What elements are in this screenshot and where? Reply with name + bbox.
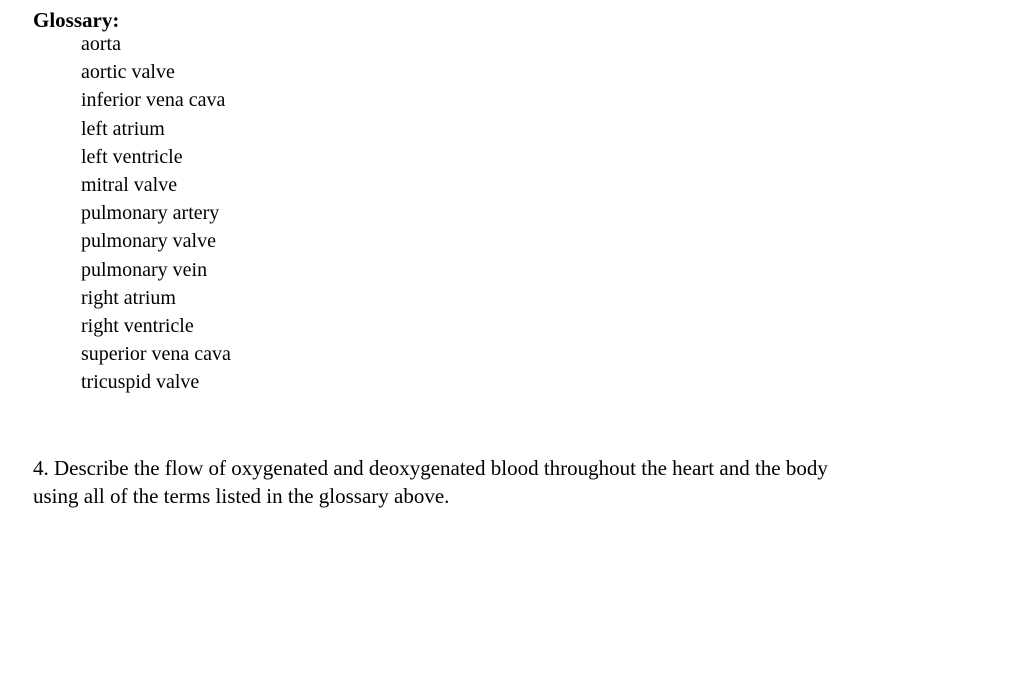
glossary-term: left ventricle [81, 145, 183, 168]
question-text [33, 454, 953, 510]
glossary-heading: Glossary: [33, 8, 120, 32]
question-line-1: 4. Describe the flow of oxygenated and deoxygenated blood throughout the heart and the body [33, 456, 828, 480]
glossary-term: pulmonary valve [81, 230, 216, 253]
glossary-term: aortic valve [81, 61, 175, 84]
glossary-term: mitral valve [81, 173, 178, 196]
question-line-2: using all of the terms listed in the glossary above. [33, 484, 450, 508]
glossary-term: right atrium [81, 286, 176, 309]
glossary-term: pulmonary artery [81, 202, 220, 225]
glossary-term: left atrium [81, 117, 165, 140]
glossary-term: aorta [81, 33, 121, 55]
glossary-term: superior vena cava [81, 343, 231, 366]
glossary-term: tricuspid valve [81, 371, 200, 394]
glossary-term: pulmonary vein [81, 258, 208, 281]
glossary-list [81, 30, 231, 396]
glossary-term: right ventricle [81, 314, 194, 337]
glossary-term: inferior vena cava [81, 89, 226, 112]
